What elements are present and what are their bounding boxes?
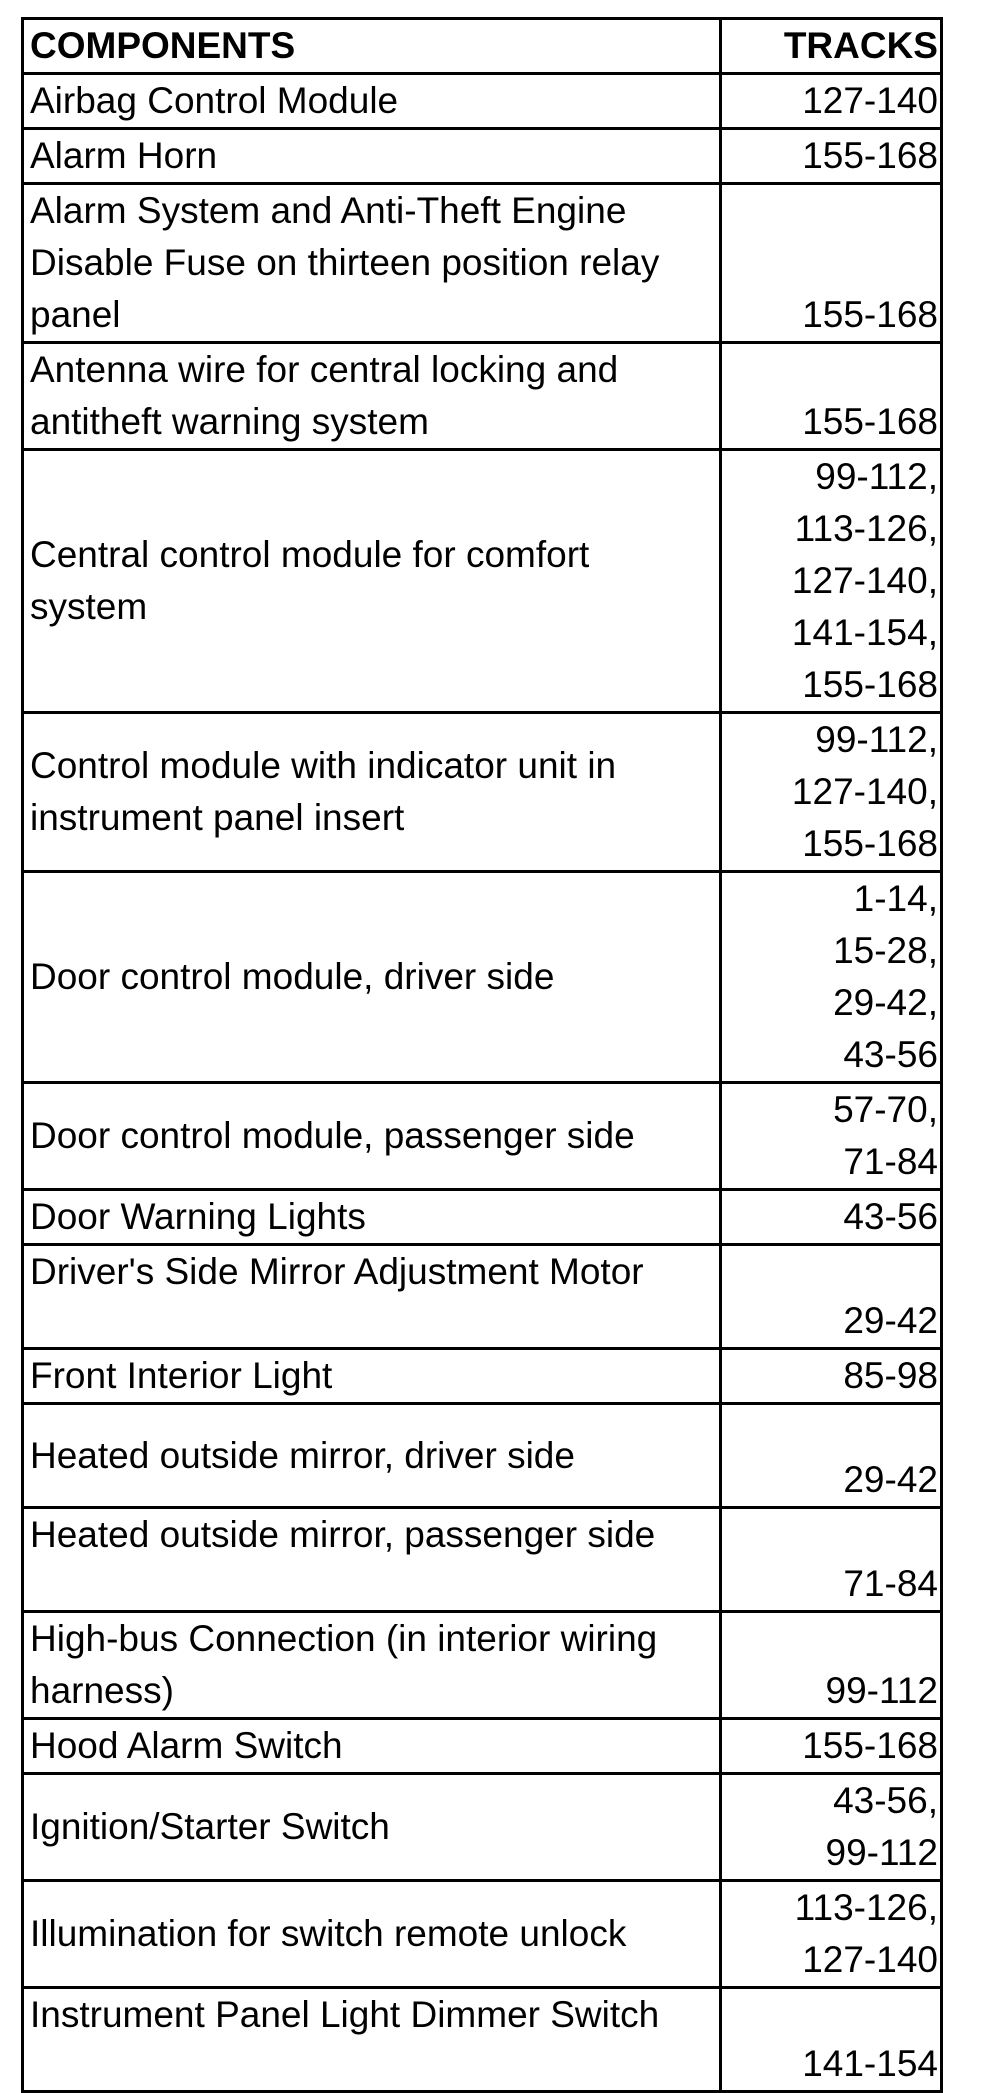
track-range: 43-56 [843, 1196, 938, 1237]
component-cell: Alarm System and Anti-Theft Engine Disable Fuse on thirteen position relay panel [23, 184, 721, 343]
track-range: 29-42 [843, 1300, 938, 1341]
track-range: 127-140 [802, 80, 938, 121]
track-range: 155-168 [802, 135, 938, 176]
tracks-cell [721, 1245, 942, 1349]
track-range: 99-112 [825, 1832, 938, 1873]
component-cell: Illumination for switch remote unlock [23, 1881, 721, 1988]
table-row [23, 1881, 942, 1988]
table-row [23, 74, 942, 129]
component-cell: Door control module, passenger side [23, 1083, 721, 1190]
tracks-cell [721, 129, 942, 184]
table-row [23, 1083, 942, 1190]
track-range: 127-140, [791, 771, 938, 812]
table-row [23, 184, 942, 343]
table-row [23, 1245, 942, 1349]
table-row [23, 1508, 942, 1612]
track-range: 71-84 [843, 1563, 938, 1604]
track-range: 141-154 [802, 2043, 938, 2084]
table-row [23, 129, 942, 184]
track-range: 29-42, [833, 982, 938, 1023]
tracks-cell [721, 1988, 942, 2092]
component-cell: Alarm Horn [23, 129, 721, 184]
tracks-cell [721, 1083, 942, 1190]
tracks-cell [721, 343, 942, 450]
component-cell: Antenna wire for central locking and antitheft warning system [23, 343, 721, 450]
tracks-cell [721, 184, 942, 343]
table-row [23, 1190, 942, 1245]
track-range: 127-140 [802, 1939, 938, 1980]
component-cell: Hood Alarm Switch [23, 1719, 721, 1774]
tracks-cell [721, 1190, 942, 1245]
tracks-cell [721, 1349, 942, 1404]
track-range: 57-70, [833, 1089, 938, 1130]
table-row [23, 343, 942, 450]
track-range: 113-126, [794, 1887, 938, 1928]
track-range: 155-168 [802, 664, 938, 705]
component-cell: Heated outside mirror, passenger side [23, 1508, 721, 1612]
track-range: 99-112 [825, 1670, 938, 1711]
tracks-cell [721, 872, 942, 1083]
track-range: 155-168 [802, 294, 938, 335]
component-cell: Ignition/Starter Switch [23, 1774, 721, 1881]
component-cell: Door control module, driver side [23, 872, 721, 1083]
components-column-header: COMPONENTS [23, 19, 721, 74]
component-cell: Heated outside mirror, driver side [23, 1404, 721, 1508]
track-range: 141-154, [791, 612, 938, 653]
track-range: 15-28, [833, 930, 938, 971]
component-cell: Door Warning Lights [23, 1190, 721, 1245]
tracks-cell [721, 1404, 942, 1508]
table-row [23, 1988, 942, 2092]
table-row [23, 450, 942, 713]
track-range: 127-140, [791, 560, 938, 601]
component-cell: Front Interior Light [23, 1349, 721, 1404]
track-range: 155-168 [802, 823, 938, 864]
components-tracks-table-container [21, 17, 940, 2093]
table-row [23, 1349, 942, 1404]
component-cell: Airbag Control Module [23, 74, 721, 129]
track-range: 113-126, [794, 508, 938, 549]
track-range: 99-112, [815, 456, 938, 497]
table-row [23, 872, 942, 1083]
table-row [23, 1719, 942, 1774]
track-range: 155-168 [802, 1725, 938, 1766]
tracks-column-header: TRACKS [721, 19, 942, 74]
track-range: 43-56, [833, 1780, 938, 1821]
track-range: 1-14, [853, 878, 938, 919]
tracks-cell [721, 1612, 942, 1719]
table-header-row [23, 19, 942, 74]
track-range: 29-42 [843, 1459, 938, 1500]
table-row [23, 1612, 942, 1719]
tracks-cell [721, 74, 942, 129]
component-cell: Control module with indicator unit in instrument panel insert [23, 713, 721, 872]
tracks-cell [721, 1508, 942, 1612]
tracks-cell [721, 713, 942, 872]
component-cell: Driver's Side Mirror Adjustment Motor [23, 1245, 721, 1349]
tracks-cell [721, 1881, 942, 1988]
tracks-cell [721, 450, 942, 713]
track-range: 85-98 [843, 1355, 938, 1396]
tracks-cell [721, 1719, 942, 1774]
track-range: 71-84 [843, 1141, 938, 1182]
components-tracks-table [21, 17, 943, 2093]
component-cell: Instrument Panel Light Dimmer Switch [23, 1988, 721, 2092]
track-range: 155-168 [802, 401, 938, 442]
track-range: 99-112, [815, 719, 938, 760]
component-cell: High-bus Connection (in interior wiring harness) [23, 1612, 721, 1719]
table-body [23, 74, 942, 2092]
tracks-cell [721, 1774, 942, 1881]
track-range: 43-56 [843, 1034, 938, 1075]
table-row [23, 1774, 942, 1881]
table-row [23, 1404, 942, 1508]
component-cell: Central control module for comfort system [23, 450, 721, 713]
table-row [23, 713, 942, 872]
